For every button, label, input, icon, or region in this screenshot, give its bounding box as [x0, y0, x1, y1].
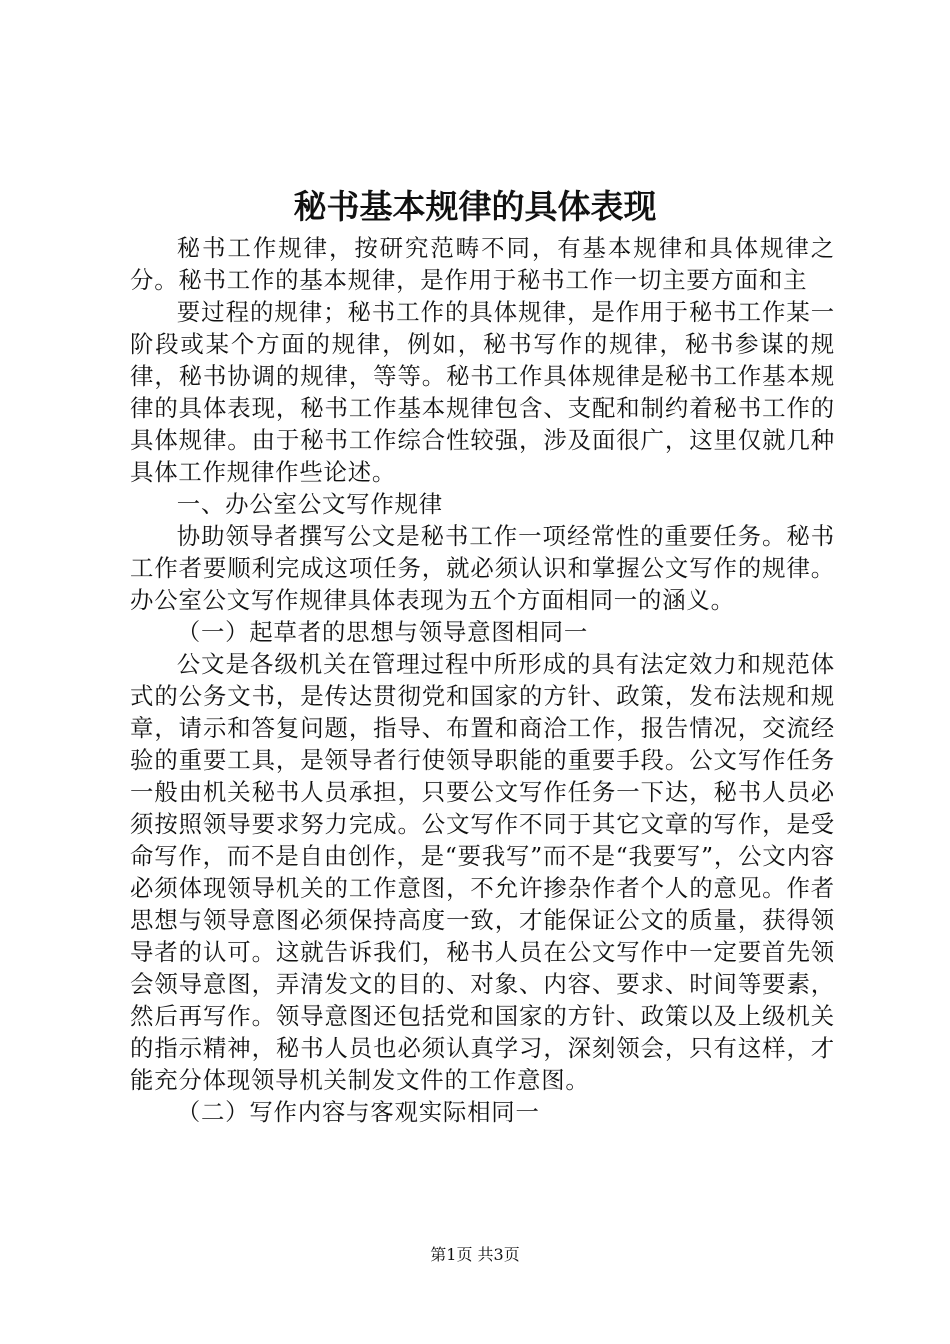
paragraph-subsection-1: 公文是各级机关在管理过程中所形成的具有法定效力和规范体式的公务文书，是传达贯彻党和国家的方针、政策，发布法规和规章，请示和答复问题，指导、布置和商洽工作，报告情况，交流经验的重要工具，是领导者行使领导职能的重要手段。公文写作任务一般由机关秘书人员承担，只要公文写作任务一下达，秘书人员必须按照领导要求努力完成。公文写作不同于其它文章的写作，是受命写作，而不是自由创作，是“要我写”而不是“我要写”，公文内容必须体现领导机关的工作意图，不允许掺杂作者个人的意见。作者思想与领导意图必须保持高度一致，才能保证公文的质量，获得领导者的认可。这就告诉我们，秘书人员在公文写作中一定要首先领会领导意图，弄清发文的目的、对象、内容、要求、时间等要素，然后再写作。领导意图还包括党和国家的方针、政策以及上级机关的指示精神，秘书人员也必须认真学习，深刻领会，只有这样，才能充分体现领导机关制发文件的工作意图。: [130, 650, 835, 1094]
subsection-heading-1: （一）起草者的思想与领导意图相同一: [176, 618, 589, 646]
paragraph-section-1: 协助领导者撰写公文是秘书工作一项经常性的重要任务。秘书工作者要顺利完成这项任务，就必须认识和掌握公文写作的规律。办公室公文写作规律具体表现为五个方面相同一的涵义。: [130, 522, 835, 614]
subsection-heading-2: （二）写作内容与客观实际相同一: [176, 1098, 540, 1126]
paragraph-intro: 秘书工作规律，按研究范畴不同，有基本规律和具体规律之分。秘书工作的基本规律，是作用于秘书工作一切主要方面和主: [130, 234, 835, 294]
document-title: 秘书基本规律的具体表现: [293, 187, 657, 226]
section-heading-1: 一、办公室公文写作规律: [176, 490, 443, 518]
document-body: [130, 232, 835, 1128]
paragraph-rules: 要过程的规律；秘书工作的具体规律，是作用于秘书工作某一阶段或某个方面的规律，例如，秘书写作的规律，秘书参谋的规律，秘书协调的规律，等等。秘书工作具体规律是秘书工作基本规律的具体表现，秘书工作基本规律包含、支配和制约着秘书工作的具体规律。由于秘书工作综合性较强，涉及面很广，这里仅就几种具体工作规律作些论述。: [130, 298, 835, 486]
page-number-footer: 第1页 共3页: [430, 1245, 520, 1264]
